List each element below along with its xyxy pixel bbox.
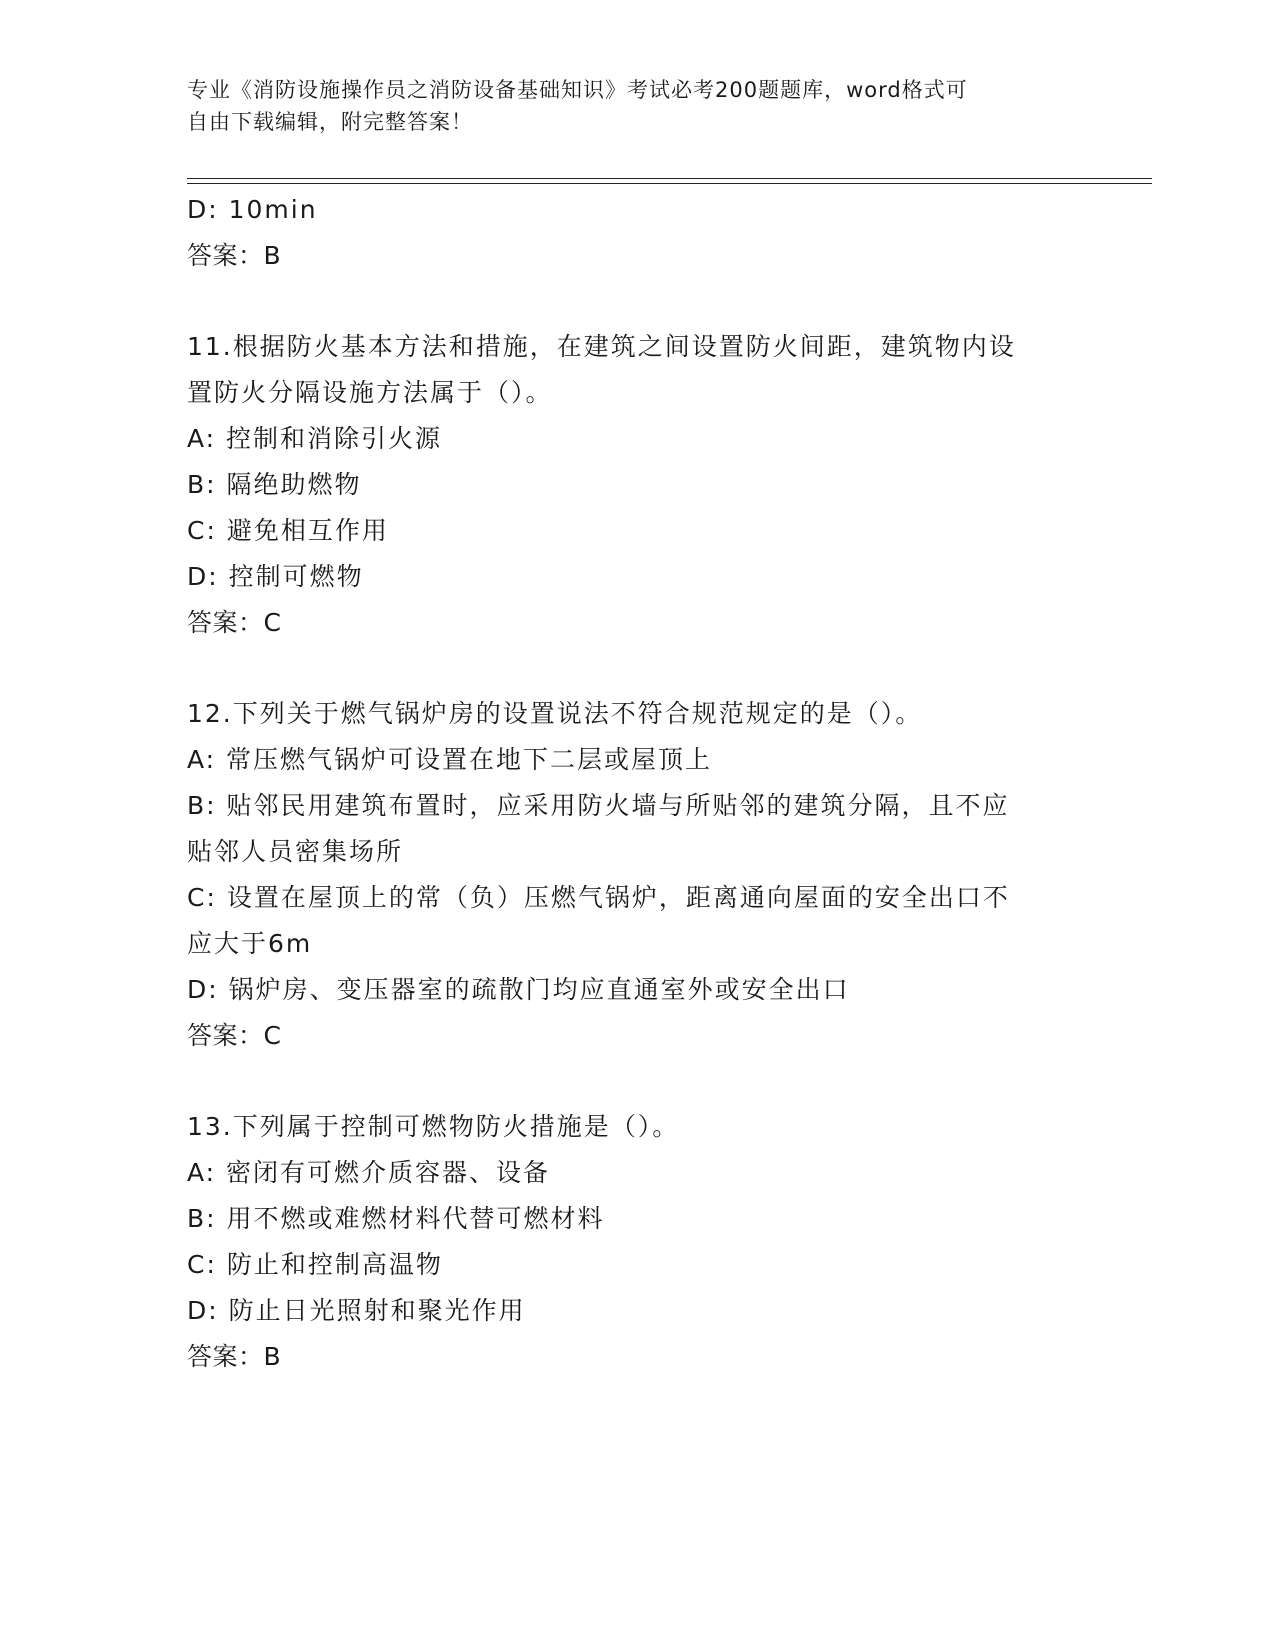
document-body — [187, 187, 1087, 1380]
question-13-number: 13. — [187, 1112, 233, 1141]
prev-question-option-d: D: 10min — [187, 195, 318, 224]
header-rule-bottom — [187, 183, 1152, 184]
question-11-option-c: C: 避免相互作用 — [187, 516, 389, 545]
question-13-option-b: B: 用不燃或难燃材料代替可燃材料 — [187, 1204, 605, 1233]
question-12-option-d: D: 锅炉房、变压器室的疏散门均应直通室外或安全出口 — [187, 975, 850, 1004]
question-11-text: 根据防火基本方法和措施，在建筑之间设置防火间距，建筑物内设 — [232, 332, 1016, 361]
spacer — [187, 279, 1087, 324]
question-11 — [187, 324, 1087, 646]
question-11-option-b: B: 隔绝助燃物 — [187, 470, 362, 499]
question-11-option-a: A: 控制和消除引火源 — [187, 424, 443, 453]
prev-question-answer: 答案：B — [187, 241, 282, 270]
page-header — [187, 74, 1067, 138]
header-rule-top — [187, 178, 1152, 179]
header-title-line-2: 自由下载编辑，附完整答案！ — [187, 110, 473, 134]
question-12 — [187, 691, 1087, 1059]
question-12-answer: 答案：C — [187, 1021, 282, 1050]
question-11-text-line-1 — [187, 324, 1087, 370]
question-12-option-b-line-1: B: 贴邻民用建筑布置时，应采用防火墙与所贴邻的建筑分隔，且不应 — [187, 791, 1010, 820]
question-13-answer: 答案：B — [187, 1342, 282, 1371]
question-12-text: 下列关于燃气锅炉房的设置说法不符合规范规定的是（）。 — [232, 699, 923, 728]
question-11-answer: 答案：C — [187, 608, 282, 637]
header-title-line-1: 专业《消防设施操作员之消防设备基础知识》考试必考200题题库，word格式可 — [187, 78, 968, 102]
question-12-option-c-line-1: C: 设置在屋顶上的常（负）压燃气锅炉，距离通向屋面的安全出口不 — [187, 883, 1010, 912]
question-13 — [187, 1104, 1087, 1380]
spacer — [187, 646, 1087, 691]
question-11-text-line-2: 置防火分隔设施方法属于（）。 — [187, 378, 553, 407]
question-13-option-c: C: 防止和控制高温物 — [187, 1250, 443, 1279]
question-12-option-c-line-2: 应大于6m — [187, 929, 313, 958]
question-13-option-a: A: 密闭有可燃介质容器、设备 — [187, 1158, 551, 1187]
question-13-text: 下列属于控制可燃物防火措施是（）。 — [232, 1112, 680, 1141]
question-12-number: 12. — [187, 699, 233, 728]
question-12-option-b-line-2: 贴邻人员密集场所 — [187, 837, 404, 866]
question-13-option-d: D: 防止日光照射和聚光作用 — [187, 1296, 526, 1325]
question-11-option-d: D: 控制可燃物 — [187, 562, 364, 591]
question-11-number: 11. — [187, 332, 233, 361]
question-12-option-a: A: 常压燃气锅炉可设置在地下二层或屋顶上 — [187, 745, 713, 774]
spacer — [187, 1059, 1087, 1104]
question-12-text-line-1 — [187, 691, 1087, 737]
question-13-text-line-1 — [187, 1104, 1087, 1150]
